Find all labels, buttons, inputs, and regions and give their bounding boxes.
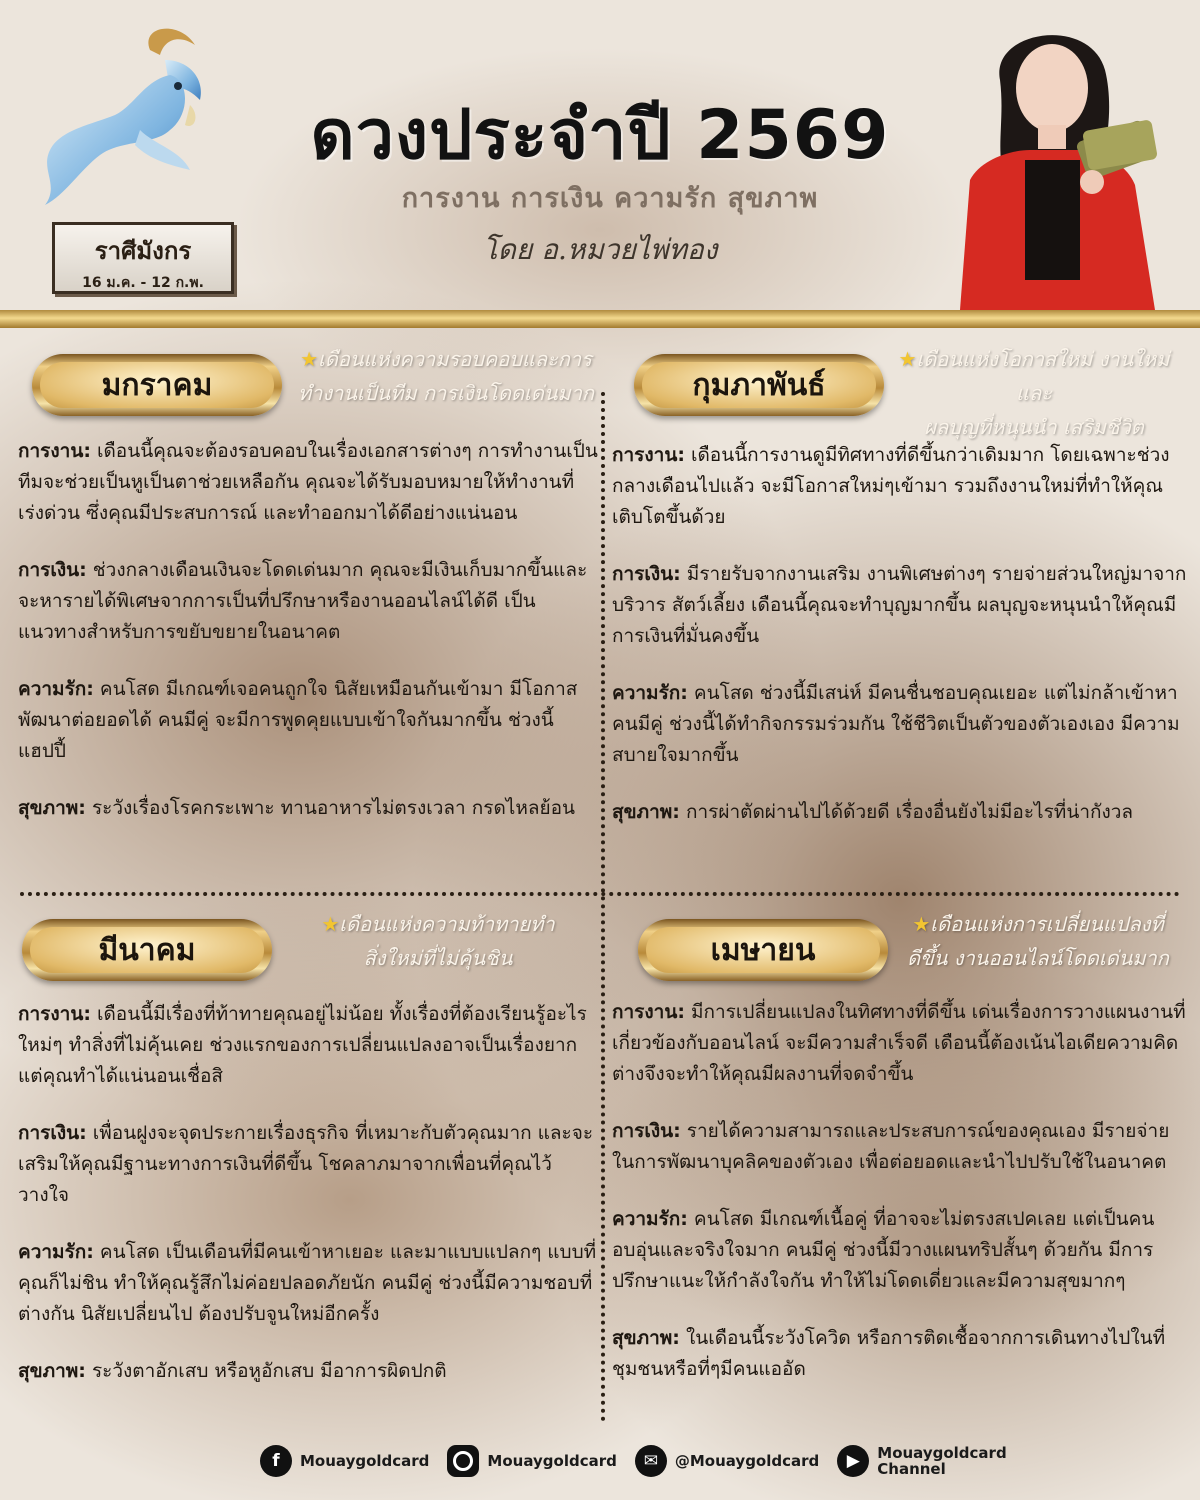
money-text: รายได้ความสามารถและประสบการณ์ของคุณเอง มีรายจ่ายในการพัฒนาบุคลิคของตัวเอง เพื่อต่อยอดและนำไปปรับใช้ในอนาคต — [612, 1120, 1170, 1173]
health-text: การผ่าตัดผ่านไปได้ด้วยดี เรื่องอื่นยังไม่มีอะไรที่น่ากังวล — [679, 801, 1134, 823]
love-paragraph — [18, 674, 598, 767]
love-paragraph — [612, 1204, 1188, 1297]
forecast-body — [18, 999, 598, 1413]
work-label: การงาน: — [18, 1003, 91, 1025]
health-paragraph — [612, 797, 1188, 828]
month-name: เมษายน — [646, 927, 880, 973]
line-handle: @Mouaygoldcard — [674, 1452, 820, 1470]
youtube-icon: ▶ — [837, 1445, 869, 1477]
facebook-link[interactable] — [260, 1445, 429, 1477]
work-paragraph — [18, 999, 598, 1092]
youtube-handle — [877, 1445, 1006, 1477]
highlight-line: ดีขึ้น งานออนไลน์โดดเด่นมาก — [907, 946, 1169, 970]
month-section-april — [612, 905, 1188, 1445]
work-paragraph — [18, 436, 598, 529]
forecast-body — [18, 436, 598, 850]
month-badge — [634, 354, 884, 416]
presenter-photo — [930, 10, 1170, 310]
month-badge — [638, 919, 888, 981]
money-label: การเงิน: — [18, 559, 87, 581]
forecast-body — [612, 440, 1188, 854]
youtube-link[interactable] — [837, 1445, 1006, 1477]
work-text: มีการเปลี่ยนแปลงในทิศทางที่ดีขึ้น เด่นเรื่องการวางแผนงานที่เกี่ยวข้องกับออนไลน์ จะมีความสำเร็จดี เดือนนี้ต้องเน้นไอเดียความคิดต่างจึงจะทำให้คุณมีผลงานที่จดจำขึ้น — [612, 1001, 1186, 1085]
month-name: มกราคม — [40, 362, 274, 408]
love-text: คนโสด มีเกณฑ์เจอคนถูกใจ นิสัยเหมือนกันเข้ามา มีโอกาสพัฒนาต่อยอดได้ คนมีคู่ จะมีการพูดคุยแบบเข้าใจกันมากขึ้น ช่วงนี้แฮปปี้ — [18, 678, 578, 762]
month-section-february — [612, 340, 1188, 885]
work-paragraph — [612, 440, 1188, 533]
youtube-handle-line1: Mouaygoldcard — [877, 1444, 1007, 1462]
month-highlight — [296, 342, 596, 410]
capricorn-goat-icon — [30, 20, 220, 220]
sign-dates: 16 ม.ค. - 12 ก.พ. — [82, 275, 204, 291]
line-link[interactable] — [635, 1445, 819, 1477]
health-paragraph — [612, 1323, 1188, 1385]
line-icon: ✉ — [635, 1445, 667, 1477]
highlight-line: เดือนแห่งโอกาสใหม่ งานใหม่ และ — [916, 347, 1170, 405]
star-icon: ★ — [898, 347, 917, 371]
month-name: กุมภาพันธ์ — [642, 362, 876, 408]
facebook-icon: f — [260, 1445, 292, 1477]
money-paragraph — [18, 555, 598, 648]
page-title: ดวงประจำปี 2569 — [310, 96, 890, 175]
money-label: การเงิน: — [612, 1120, 681, 1142]
health-paragraph — [18, 1356, 598, 1387]
highlight-line: เดือนแห่งความท้าทายทำ — [339, 912, 555, 936]
sign-name: ราศีมังกร — [94, 237, 192, 265]
work-label: การงาน: — [18, 440, 91, 462]
star-icon: ★ — [912, 912, 931, 936]
forecast-body — [612, 997, 1188, 1411]
month-highlight — [288, 907, 588, 975]
star-icon: ★ — [300, 347, 319, 371]
work-text: เดือนนี้มีเรื่องที่ท้าทายคุณอยู่ไม่น้อย ทั้งเรื่องที่ต้องเรียนรู้อะไรใหม่ๆ ทำสิ่งที่ไม่คุ้นเคย ช่วงแรกของการเปลี่ยนแปลงอาจเป็นเรื่องยาก แต่คุณทำได้แน่นอนเชื่อสิ — [18, 1003, 587, 1087]
work-label: การงาน: — [612, 1001, 685, 1023]
gold-divider-bar — [0, 310, 1200, 328]
work-paragraph — [612, 997, 1188, 1090]
love-label: ความรัก: — [612, 682, 688, 704]
work-text: เดือนนี้คุณจะต้องรอบคอบในเรื่องเอกสารต่างๆ การทำงานเป็นทีมจะช่วยเป็นหูเป็นตาช่วยเหลือกัน คุณจะได้รับมอบหมายให้ทำงานที่เร่งด่วน ซึ่งคุณมีประสบการณ์ และทำออกมาได้ดีอย่างแน่นอน — [18, 440, 598, 524]
zodiac-sign-box — [52, 222, 234, 294]
money-text: มีรายรับจากงานเสริม งานพิเศษต่างๆ รายจ่ายส่วนใหญ่มาจากบริวาร สัตว์เลี้ยง เดือนนี้คุณจะทำบุญมากขึ้น ผลบุญจะหนุนนำให้คุณมีการเงินที่มั่นคงขึ้น — [612, 563, 1187, 647]
love-label: ความรัก: — [612, 1208, 688, 1230]
month-section-january — [18, 340, 598, 885]
love-paragraph — [18, 1237, 598, 1330]
health-label: สุขภาพ: — [612, 1327, 680, 1349]
work-text: เดือนนี้การงานดูมีทิศทางที่ดีขึ้นกว่าเดิมมาก โดยเฉพาะช่วงกลางเดือนไปแล้ว จะมีโอกาสใหม่ๆเข้ามา รวมถึงงานใหม่ที่ทำให้คุณเติบโตขึ้นด้วย — [612, 444, 1170, 528]
health-text: ในเดือนนี้ระวังโควิด หรือการติดเชื้อจากการเดินทางไปในที่ชุมชนหรือที่ๆมีคนแออัด — [612, 1327, 1166, 1380]
health-text: ระวังเรื่องโรคกระเพาะ ทานอาหารไม่ตรงเวลา กรดไหลย้อน — [85, 797, 576, 819]
author-signature: โดย อ.หมวยไพ่ทอง — [482, 233, 718, 266]
month-badge — [22, 919, 272, 981]
month-highlight — [888, 907, 1188, 975]
health-label: สุขภาพ: — [612, 801, 680, 823]
instagram-icon — [447, 1445, 479, 1477]
money-paragraph — [612, 1116, 1188, 1178]
money-paragraph — [18, 1118, 598, 1211]
month-badge — [32, 354, 282, 416]
instagram-handle: Mouaygoldcard — [487, 1452, 617, 1470]
money-text: เพื่อนฝูงจะจุดประกายเรื่องธุรกิจ ที่เหมาะกับตัวคุณมาก และจะเสริมให้คุณมีฐานะทางการเงินที่ดีขึ้น โชคลาภมาจากเพื่อนที่คุณไว้วางใจ — [18, 1122, 594, 1206]
money-label: การเงิน: — [18, 1122, 87, 1144]
star-icon: ★ — [321, 912, 340, 936]
month-name: มีนาคม — [30, 927, 264, 973]
love-text: คนโสด เป็นเดือนที่มีคนเข้าหาเยอะ และมาแบบแปลกๆ แบบที่คุณก็ไม่ชิน ทำให้คุณรู้สึกไม่ค่อยปลอดภัยนัก คนมีคู่ ช่วงนี้มีความชอบที่ต่างกัน นิสัยเปลี่ยนไป ต้องปรับจูนใหม่อีกครั้ง — [18, 1241, 597, 1325]
page-subtitle: การงาน การเงิน ความรัก สุขภาพ — [401, 183, 819, 214]
highlight-line: เดือนแห่งการเปลี่ยนแปลงที่ — [930, 912, 1164, 936]
money-label: การเงิน: — [612, 563, 681, 585]
highlight-line: สิ่งใหม่ที่ไม่คุ้นชิน — [363, 946, 513, 970]
social-footer — [260, 1438, 1020, 1484]
youtube-handle-line2: Channel — [877, 1460, 946, 1478]
header — [0, 0, 1200, 310]
love-label: ความรัก: — [18, 1241, 94, 1263]
health-paragraph — [18, 793, 598, 824]
health-label: สุขภาพ: — [18, 797, 86, 819]
highlight-line: ผลบุญที่หนุนนำ เสริมชีวิต — [924, 415, 1144, 439]
love-text: คนโสด ช่วงนี้มีเสน่ห์ มีคนชื่นชอบคุณเยอะ แต่ไม่กล้าเข้าหา คนมีคู่ ช่วงนี้ได้ทำกิจกรรมร่วมกัน ใช้ชีวิตเป็นตัวของตัวเองเอง มีความสบายใจมากขึ้น — [612, 682, 1180, 766]
highlight-line: ทำงานเป็นทีม การเงินโดดเด่นมาก — [297, 381, 595, 405]
month-section-march — [18, 905, 598, 1445]
love-label: ความรัก: — [18, 678, 94, 700]
vertical-dotted-divider — [601, 392, 605, 1422]
money-paragraph — [612, 559, 1188, 652]
health-label: สุขภาพ: — [18, 1360, 86, 1382]
love-paragraph — [612, 678, 1188, 771]
health-text: ระวังตาอักเสบ หรือหูอักเสบ มีอาการผิดปกติ — [85, 1360, 447, 1382]
month-highlight — [884, 342, 1184, 444]
work-label: การงาน: — [612, 444, 685, 466]
love-text: คนโสด มีเกณฑ์เนื้อคู่ ที่อาจจะไม่ตรงสเปคเลย แต่เป็นคนอบอุ่นและจริงใจมาก คนมีคู่ ช่วงนี้มีวางแผนทริปสั้นๆ ด้วยกัน มีการปรึกษาแนะให้กำลังใจกัน ทำให้ไม่โดดเดี่ยวและมีความสุขมากๆ — [612, 1208, 1155, 1292]
horizontal-dotted-divider — [20, 892, 1180, 896]
facebook-handle: Mouaygoldcard — [300, 1452, 430, 1470]
money-text: ช่วงกลางเดือนเงินจะโดดเด่นมาก คุณจะมีเงินเก็บมากขึ้นและจะหารายได้พิเศษจากการเป็นที่ปรึกษาหรืองานออนไลน์ได้ดี เป็นแนวทางสำหรับการขยับขยายในอนาคต — [18, 559, 588, 643]
instagram-link[interactable] — [447, 1445, 616, 1477]
highlight-line: เดือนแห่งความรอบคอบและการ — [318, 347, 592, 371]
